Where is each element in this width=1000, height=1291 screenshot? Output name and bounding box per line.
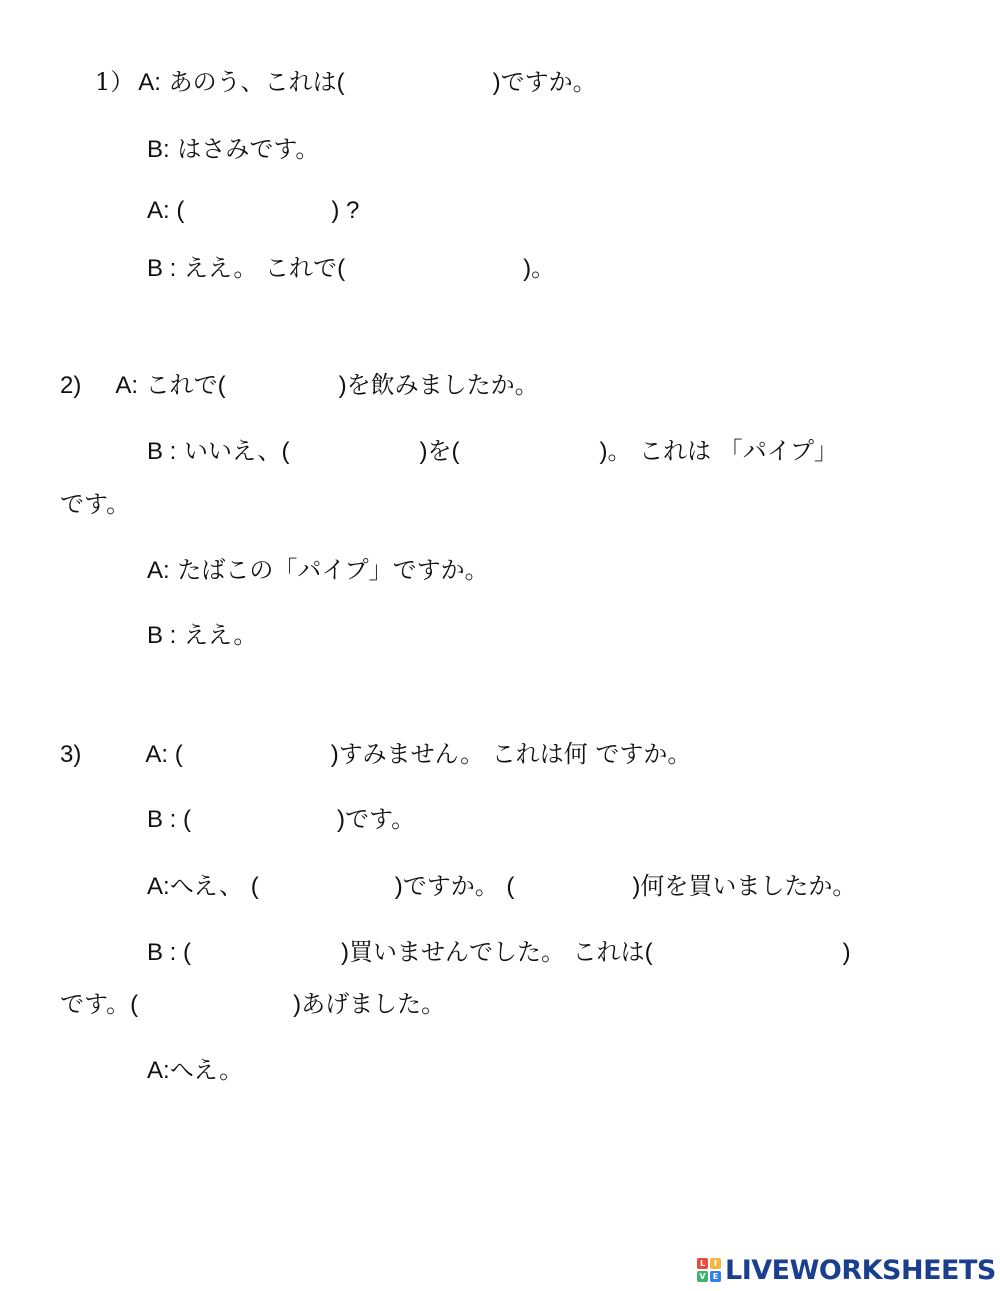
q2-l2-blank-2[interactable]	[459, 440, 599, 466]
q1-l3-blank[interactable]	[184, 199, 331, 225]
q2-number: 2)	[60, 372, 82, 399]
q2-line-3	[147, 554, 489, 587]
q3-l3-text2: ですか。	[402, 872, 507, 900]
q2-l2-open2: (	[451, 438, 460, 465]
logo-mark-v: V	[697, 1271, 708, 1282]
q3-l2-text1: です。	[345, 805, 416, 833]
q3-l3-blank-1[interactable]	[259, 875, 395, 901]
q1-l3-speaker: A: (	[147, 197, 185, 224]
q1-l2-text1: はさみです。	[177, 135, 320, 163]
q3-l4-close2: )	[842, 939, 851, 966]
q3-l2-speaker: B : (	[147, 806, 192, 833]
q2-l2-close1: )	[419, 438, 428, 465]
q1-line-2	[147, 133, 319, 166]
q2-l4-speaker: B :	[147, 622, 177, 649]
q3-l4b-open: (	[130, 991, 139, 1018]
q3-l1-close: )	[330, 741, 339, 768]
q2-l1-blank[interactable]	[226, 374, 339, 400]
q3-line-4	[147, 936, 851, 969]
q1-l4-text2: 。	[531, 254, 556, 282]
q3-line-2	[147, 803, 415, 836]
q3-l1-speaker: A: (	[145, 741, 183, 768]
q1-l1-blank[interactable]	[345, 71, 493, 97]
q3-l3-open1: (	[250, 873, 259, 900]
q1-number: 1）	[95, 68, 135, 96]
q3-l3-close2: )	[632, 873, 641, 900]
q3-l4-blank-2[interactable]	[653, 941, 843, 967]
q1-l1-open: (	[336, 69, 345, 96]
q3-l4-close1: )	[341, 939, 350, 966]
q1-l3-close: ) ?	[331, 197, 360, 224]
q2-l1-open: (	[217, 372, 226, 399]
q2-l4-text1: ええ。	[183, 621, 258, 649]
q3-l4b-close: )	[293, 991, 302, 1018]
q3-l4-speaker: B : (	[147, 939, 192, 966]
q1-l4-open: (	[337, 255, 346, 282]
q3-line-3	[147, 870, 856, 903]
q3-l1-text1: すみません。 これは何 ですか。	[338, 740, 692, 768]
q2-l1-close: )	[338, 372, 347, 399]
q1-l4-speaker: B :	[147, 255, 177, 282]
q3-line-5	[147, 1054, 243, 1087]
q3-l4-text1: 買いませんでした。 これは	[349, 938, 645, 966]
q1-l1-close: )	[492, 69, 501, 96]
q3-l4b-text1: です。	[60, 990, 131, 1018]
logo-mark-e: E	[710, 1271, 721, 1282]
q2-l2-text3: 。 これは 「パイプ」	[607, 437, 838, 465]
q2-l2-close2: )	[599, 438, 608, 465]
q1-l4-text1: ええ。 これで	[183, 254, 338, 282]
q3-l3-text3: 何を買いましたか。	[640, 872, 857, 900]
q2-line-4	[147, 619, 257, 652]
q2-l3-text1: たばこの「パイプ」ですか。	[177, 556, 489, 584]
q1-line-1	[95, 66, 597, 99]
q3-line-1	[60, 738, 691, 771]
q1-line-4	[147, 252, 555, 285]
q2-l1-text1: これで	[145, 371, 218, 399]
q2-l1-speaker: A:	[115, 372, 139, 399]
q3-l2-close: )	[337, 806, 346, 833]
q2-l2-speaker: B :	[147, 438, 177, 465]
q2-l2b-text1: です。	[60, 490, 131, 518]
q1-l1-text1: あのう、これは	[168, 68, 337, 96]
q3-l2-blank[interactable]	[191, 808, 337, 834]
logo-mark-i: I	[710, 1258, 721, 1269]
q1-l4-blank[interactable]	[345, 257, 523, 283]
q2-l2-blank-1[interactable]	[289, 440, 419, 466]
q1-l4-close: )	[523, 255, 532, 282]
q2-l3-speaker: A:	[147, 557, 170, 584]
q3-l1-blank[interactable]	[183, 743, 331, 769]
q1-l2-speaker: B:	[147, 136, 170, 163]
logo-mark-l: L	[697, 1258, 708, 1269]
q2-line-2	[147, 435, 838, 468]
liveworksheets-logo[interactable]	[697, 1255, 996, 1285]
logo-text: LIVEWORKSHEETS	[725, 1254, 996, 1286]
q1-l1-speaker: A:	[138, 69, 161, 96]
q3-l3-speaker: A:	[147, 873, 170, 900]
q3-l3-open2: (	[506, 873, 515, 900]
q1-l1-text2: ですか。	[500, 68, 597, 96]
q2-l2-text2: を	[427, 437, 452, 465]
q3-l4b-blank[interactable]	[138, 993, 293, 1019]
q2-l2-open1: (	[281, 438, 290, 465]
q3-l4-open2: (	[644, 939, 653, 966]
q3-line-4b	[60, 988, 445, 1021]
q3-number: 3)	[60, 741, 82, 768]
logo-mark-icon	[697, 1258, 721, 1282]
q2-l2-text1: いいえ、	[183, 437, 282, 465]
q2-l1-text2: を飲みましたか。	[346, 371, 539, 399]
q3-l5-text1: へえ。	[169, 1056, 244, 1084]
q3-l4b-text2: あげました。	[301, 990, 446, 1018]
q3-l3-text1: へえ、	[169, 872, 251, 900]
q2-line-1	[60, 369, 539, 402]
q3-l4-blank-1[interactable]	[191, 941, 341, 967]
q3-l3-blank-2[interactable]	[514, 875, 632, 901]
q1-line-3	[147, 194, 359, 227]
q3-l5-speaker: A:	[147, 1057, 170, 1084]
q3-l3-close1: )	[394, 873, 403, 900]
q2-line-2b	[60, 488, 130, 520]
